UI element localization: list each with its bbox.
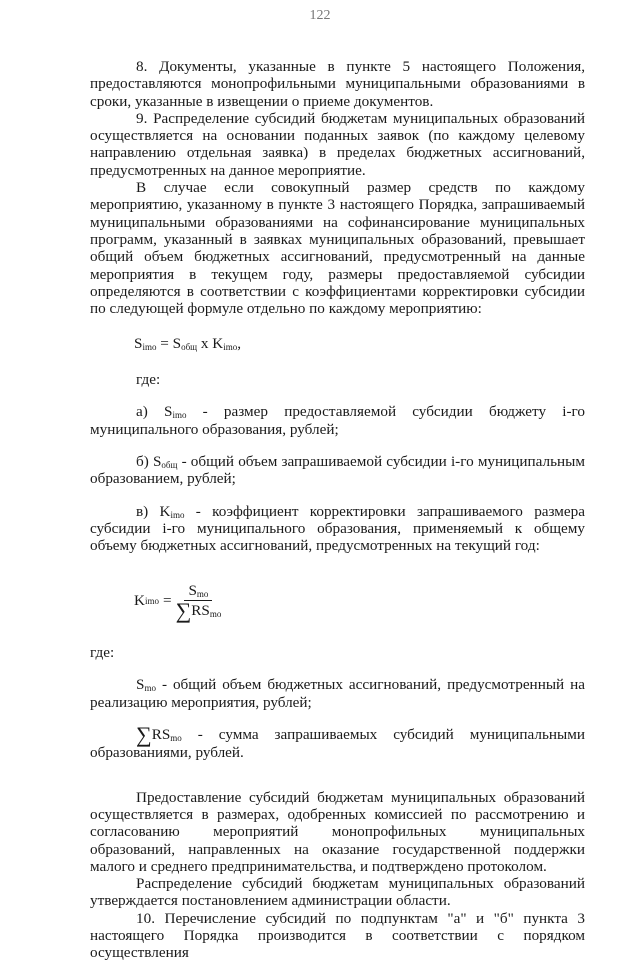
formula2-den-sub: mo <box>209 609 222 620</box>
formula1-x: x K <box>197 335 224 353</box>
item-v-text: - коэффициент корректировки запрашиваемого размера субсидии i-го муниципального образования, применяемый к общему объему бюджетных ассигнований, предусмотренных на текущий год: <box>90 502 585 555</box>
item-b-text: - общий объем запрашиваемой субсидии i-го муниципальным образованием, рублей; <box>90 453 585 488</box>
item-a-sub: imo <box>172 410 187 421</box>
formula1-k-sub: imo <box>223 342 238 353</box>
sigma-icon: ∑ <box>175 598 192 624</box>
definition-sum <box>90 722 585 762</box>
def-smo-sub: mo <box>144 683 156 694</box>
paragraph-case: В случае если совокупный размер средств по каждому мероприятию, указанному в пункте 3 настоящего Порядка, запрашиваемый муниципальными образованиями на софинансирование муниципальных программ, указанный в заявках муниципальных образований, превышает общий объем бюджетных ассигнований, предусмотренный на данные мероприятия в текущем году, размеры предоставляемой субсидии определяются в соответствии с коэффициентами корректировки субсидии по следующей формуле отдельно по каждому мероприятию: <box>90 179 585 318</box>
formula-coefficient: K imo = $\frac{S_{mo}}{\sum RS_{mo}}$ <box>134 581 222 624</box>
formula1-s-sub: imo <box>142 342 157 353</box>
def-sum-prefix: RS <box>151 726 171 744</box>
formula1-end: , <box>237 335 242 353</box>
formula2-den: RS <box>191 602 210 620</box>
where-label-1: где: <box>136 370 161 388</box>
formula2-k: K <box>134 592 145 610</box>
item-v-prefix: в) K <box>136 502 171 520</box>
item-v <box>90 503 585 555</box>
document-body <box>90 58 585 962</box>
page-number: 122 <box>309 8 331 23</box>
paragraph-9: 9. Распределение субсидий бюджетам муниципальных образований осуществляется на основании поданных заявок (по каждому целевому направлению отдельная заявка) в пределах бюджетных ассигнований, предусмотренных на данное мероприятие. <box>90 109 585 179</box>
paragraph-8: 8. Документы, указанные в пункте 5 настоящего Положения, предоставляются монопрофильными муниципальными образованиями в сроки, указанные в извещении о приеме документов. <box>90 58 585 110</box>
formula2-eq: = <box>162 592 172 610</box>
formula2-num: S <box>188 581 197 599</box>
def-smo-text: - общий объем бюджетных ассигнований, предусмотренный на реализацию мероприятия, рублей; <box>90 676 585 711</box>
item-a-text: - размер предоставляемой субсидии бюджету i-го муниципального образования, рублей; <box>90 403 585 438</box>
definition-smo <box>90 676 585 711</box>
item-b-prefix: б) S <box>136 453 162 471</box>
item-a <box>90 403 585 438</box>
item-b <box>90 453 585 488</box>
formula2-denominator <box>175 598 222 624</box>
formula1-eq: = S <box>156 335 182 353</box>
where-label-2: где: <box>90 643 115 661</box>
formula1-s2-sub: общ <box>181 342 198 353</box>
formula-subsidy <box>90 335 585 352</box>
paragraph-provision: Предоставление субсидий бюджетам муниципальных образований осуществляется в размерах, одобренных комиссией по рассмотрению и согласованию мероприятий монопрофильных муниципальных образований, направленных на оказание государственной поддержки малого и среднего предпринимательства, и подтверждено протоколом. <box>90 788 585 875</box>
paragraph-distribution: Распределение субсидий бюджетам муниципальных образований утверждается постановлением администрации области. <box>90 875 585 910</box>
paragraph-10: 10. Перечисление субсидий по подпунктам "а" и "б" пункта 3 настоящего Порядка производится в соответствии с порядком осуществления <box>90 909 585 962</box>
item-v-sub: imo <box>170 509 185 520</box>
sigma-icon: ∑ <box>136 722 152 748</box>
item-a-prefix: а) S <box>136 403 173 421</box>
def-sum-sub: mo <box>170 733 182 744</box>
def-smo-prefix: S <box>136 676 145 694</box>
item-b-sub: общ <box>161 460 178 471</box>
formula1-s: S <box>134 335 143 353</box>
formula2-num-sub: mo <box>196 588 209 599</box>
def-sum-text: - сумма запрашиваемых субсидий муниципальными образованиями, рублей. <box>90 726 585 762</box>
